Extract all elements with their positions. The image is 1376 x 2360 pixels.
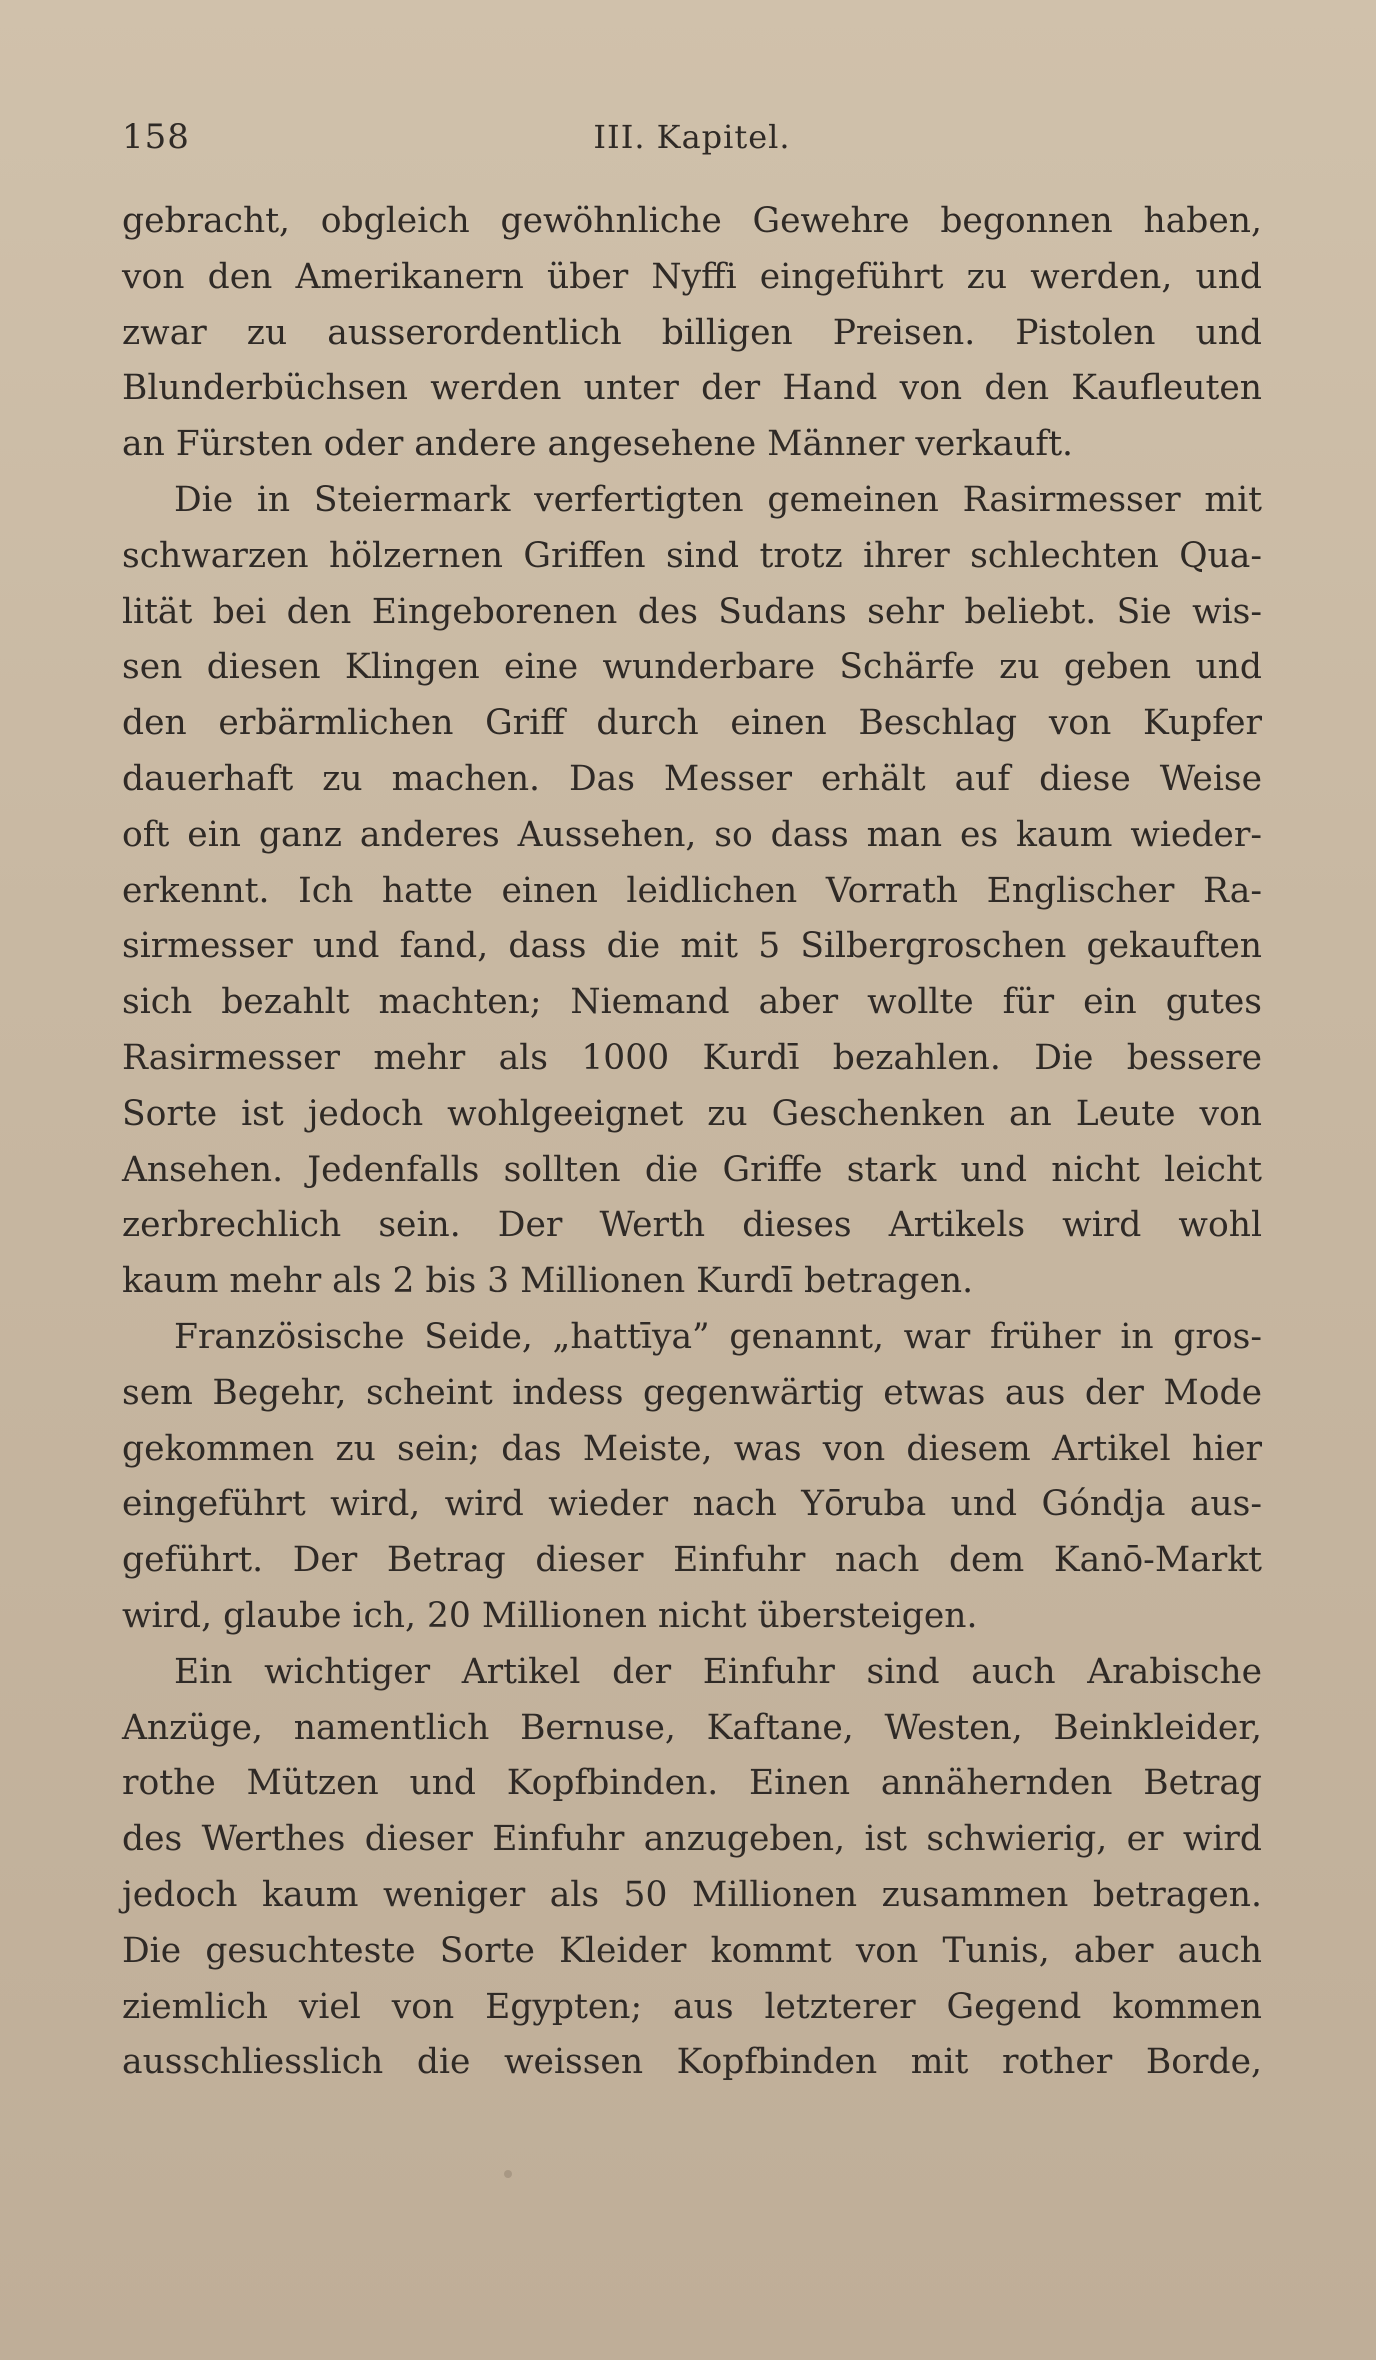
- text-line: zwar zu ausserordentlich billigen Preisen. Pistolen und: [122, 312, 1262, 353]
- text-line: sen diesen Klingen eine wunderbare Schärfe zu geben und: [122, 647, 1262, 688]
- text-line: Die gesuchteste Sorte Kleider kommt von Tunis, aber auch: [122, 1930, 1262, 1971]
- text-line: ausschliesslich die weissen Kopfbinden mit rother Borde,: [122, 2042, 1262, 2083]
- paragraph: [122, 194, 1262, 473]
- text-line: sem Begehr, scheint indess gegenwärtig etwas aus der Mode: [122, 1372, 1262, 1413]
- text-line: von den Amerikanern über Nyffi eingeführt zu werden, und: [122, 256, 1262, 297]
- text-line: sich bezahlt machten; Niemand aber wollte für ein gutes: [122, 982, 1262, 1023]
- chapter-title: III. Kapitel.: [593, 118, 791, 156]
- text-line: oft ein ganz anderes Aussehen, so dass man es kaum wieder-: [122, 814, 1262, 855]
- text-line: gebracht, obgleich gewöhnliche Gewehre begonnen haben,: [122, 201, 1262, 241]
- text-line: ziemlich viel von Egypten; aus letzterer Gegend kommen: [122, 1986, 1262, 2027]
- text-line: dauerhaft zu machen. Das Messer erhält auf diese Weise: [122, 758, 1262, 799]
- text-line: erkennt. Ich hatte einen leidlichen Vorrath Englischer Ra-: [122, 870, 1262, 911]
- text-line: Rasirmesser mehr als 1000 Kurdī bezahlen. Die bessere: [122, 1037, 1262, 1078]
- text-line: zerbrechlich sein. Der Werth dieses Artikels wird wohl: [122, 1205, 1262, 1246]
- text-line: sirmesser und fand, dass die mit 5 Silbergroschen gekauften: [122, 926, 1262, 967]
- text-line: kaum mehr als 2 bis 3 Millionen Kurdī betragen.: [122, 1261, 974, 1302]
- text-line: Anzüge, namentlich Bernuse, Kaftane, Westen, Beinkleider,: [122, 1707, 1262, 1748]
- paragraph: [122, 1310, 1262, 1645]
- text-line: Sorte ist jedoch wohlgeeignet zu Geschenken an Leute von: [122, 1093, 1262, 1134]
- text-line: den erbärmlichen Griff durch einen Beschlag von Kupfer: [122, 703, 1262, 744]
- text-line: eingeführt wird, wird wieder nach Yōruba und Góndja aus-: [122, 1484, 1262, 1525]
- body-text: [122, 194, 1262, 2091]
- text-line: des Werthes dieser Einfuhr anzugeben, ist schwierig, er wird: [122, 1819, 1262, 1860]
- text-line: schwarzen hölzernen Griffen sind trotz ihrer schlechten Qua-: [122, 535, 1262, 576]
- text-line: Ansehen. Jedenfalls sollten die Griffe stark und nicht leicht: [122, 1149, 1262, 1190]
- text-line: an Fürsten oder andere angesehene Männer verkauft.: [122, 424, 1074, 465]
- paragraph: [122, 1645, 1262, 2091]
- text-line: lität bei den Eingeborenen des Sudans sehr beliebt. Sie wis-: [122, 591, 1262, 632]
- text-line: jedoch kaum weniger als 50 Millionen zusammen betragen.: [122, 1874, 1262, 1915]
- text-line: geführt. Der Betrag dieser Einfuhr nach dem Kanō-Markt: [122, 1540, 1262, 1581]
- text-line: Blunderbüchsen werden unter der Hand von den Kaufleuten: [122, 368, 1262, 409]
- text-line: rothe Mützen und Kopfbinden. Einen annähernden Betrag: [122, 1763, 1262, 1804]
- text-line: Französische Seide, „hattīya” genannt, war früher in gros-: [174, 1316, 1262, 1357]
- text-line: wird, glaube ich, 20 Millionen nicht übersteigen.: [122, 1595, 978, 1636]
- text-line: Ein wichtiger Artikel der Einfuhr sind auch Arabische: [174, 1651, 1262, 1692]
- page-number: 158: [122, 117, 190, 157]
- paragraph: [122, 473, 1262, 1310]
- text-line: Die in Steiermark verfertigten gemeinen Rasirmesser mit: [174, 479, 1262, 520]
- paper-speck: [504, 2170, 512, 2178]
- running-header: [122, 112, 1262, 162]
- text-line: gekommen zu sein; das Meiste, was von diesem Artikel hier: [122, 1428, 1262, 1469]
